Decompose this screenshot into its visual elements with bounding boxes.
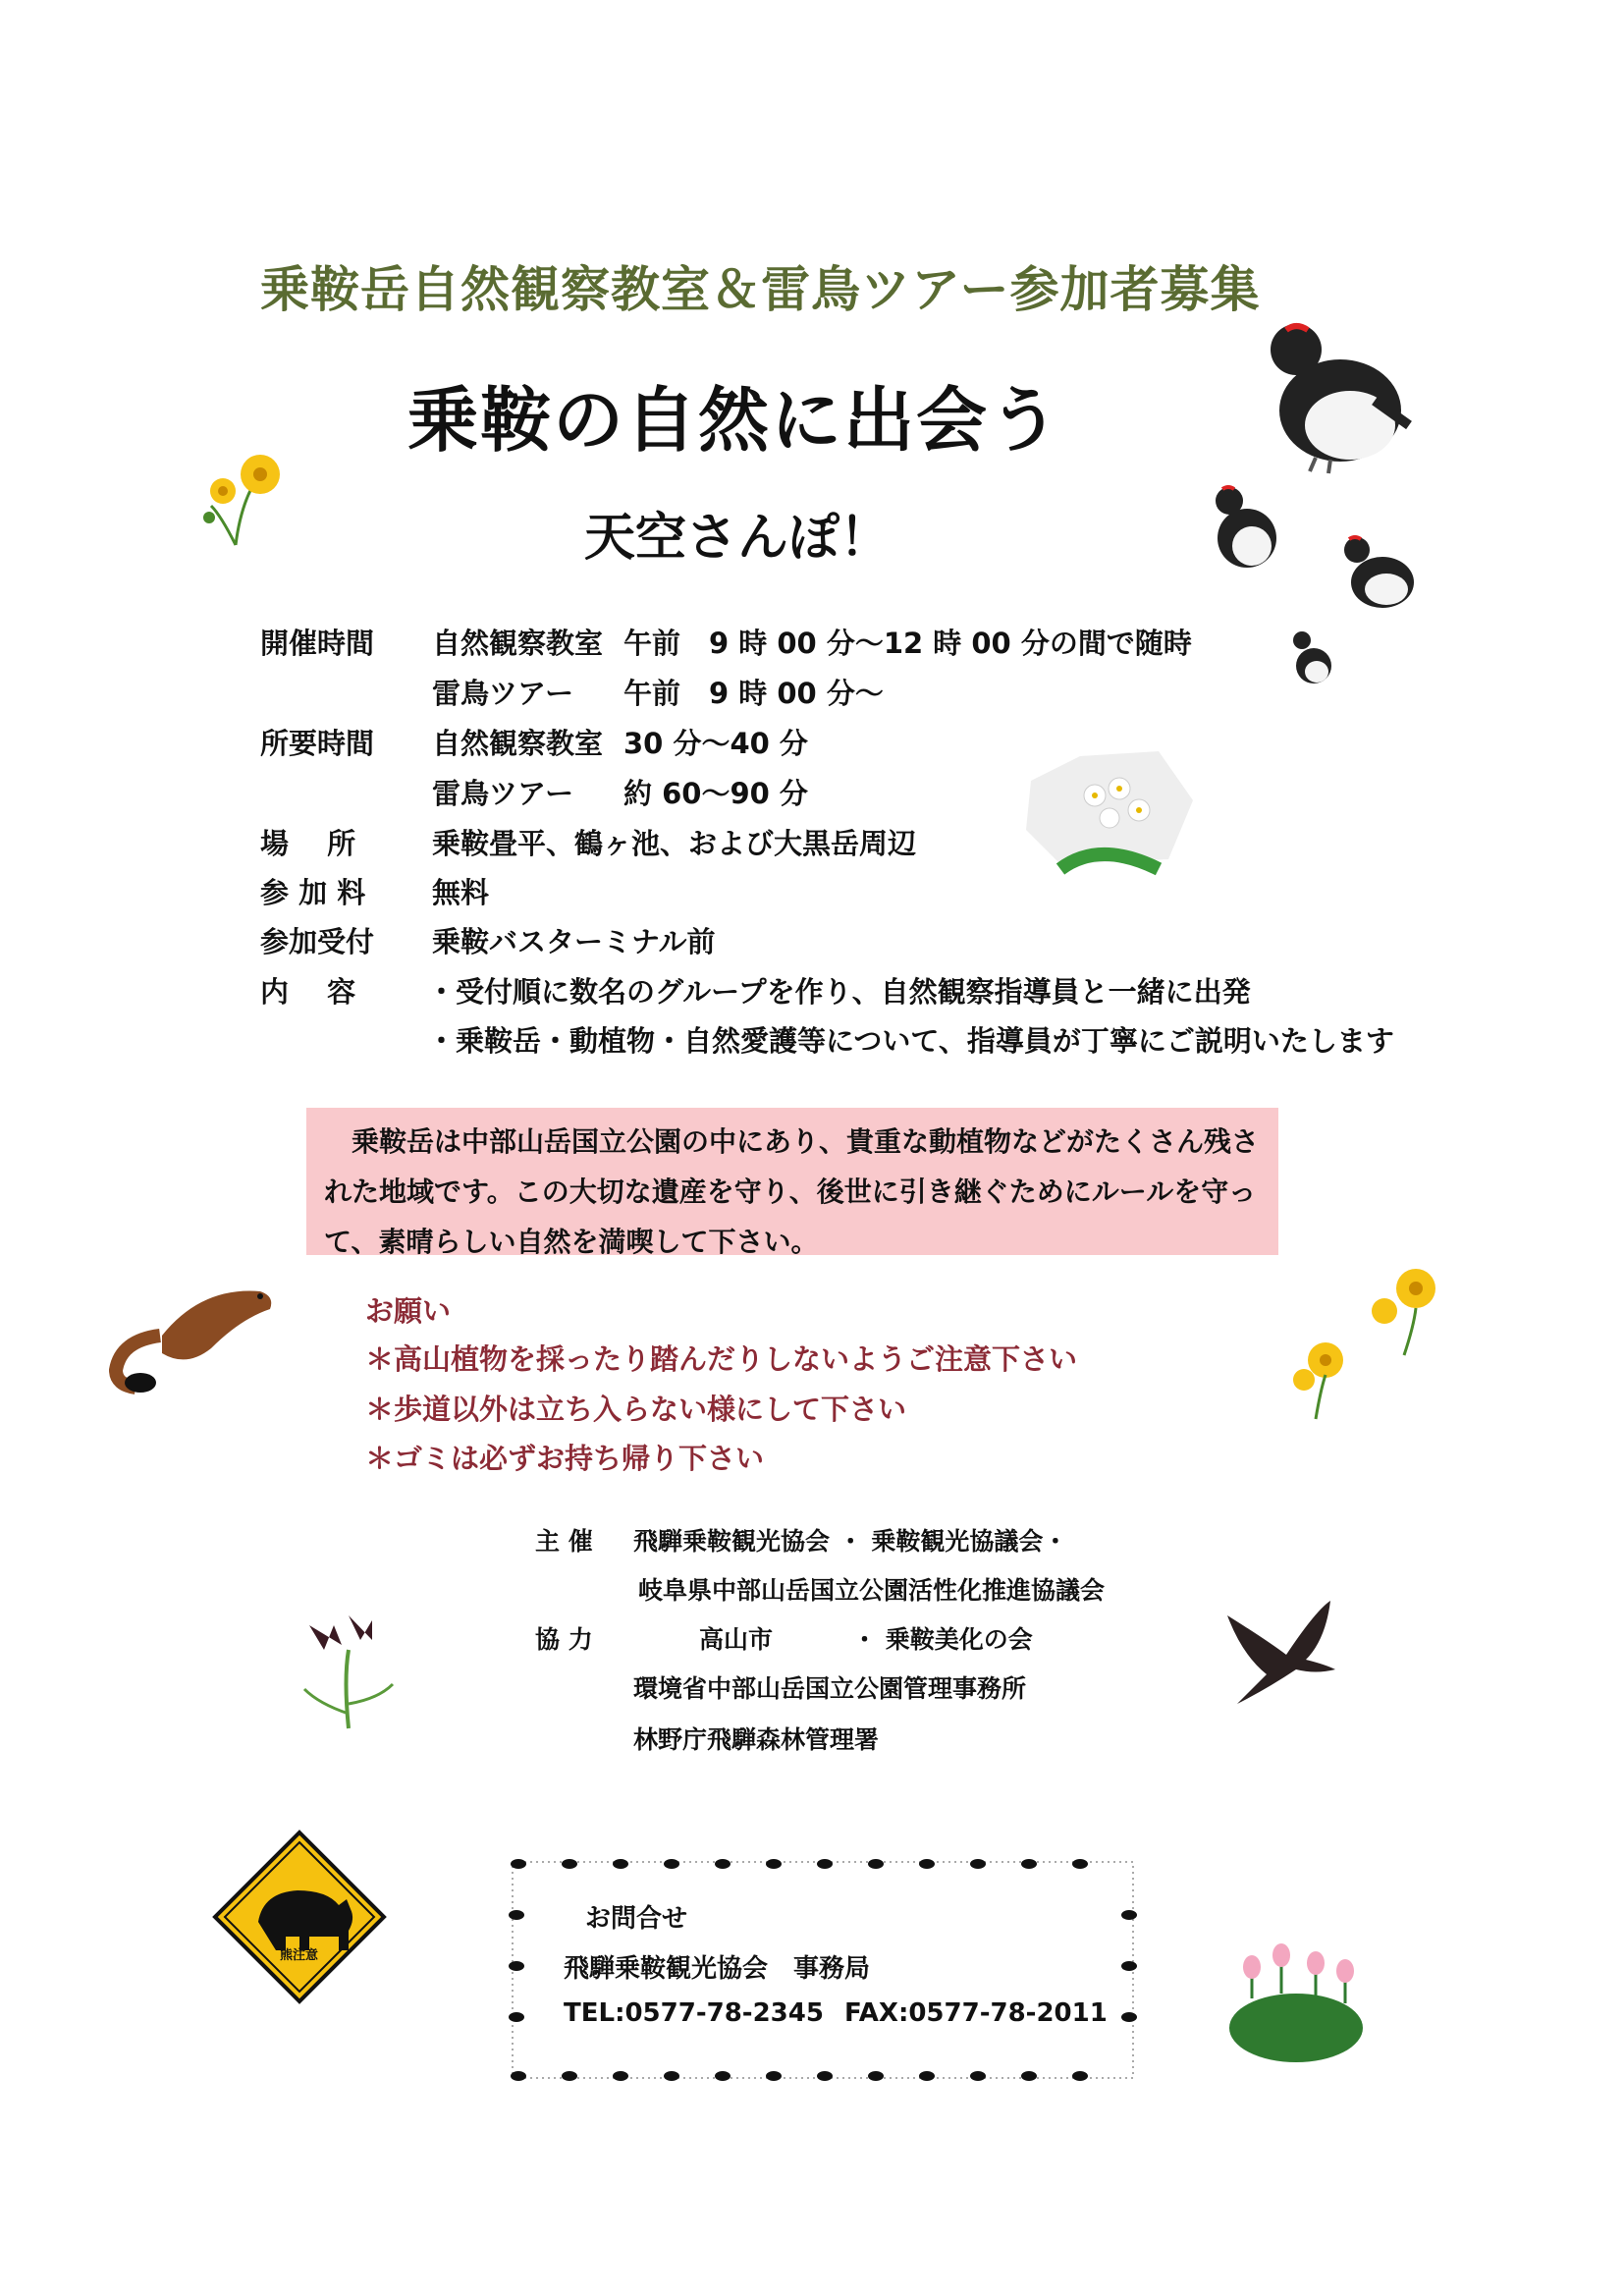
coop-line: 高山市 [699, 1625, 774, 1654]
yellow-flower-illustration [191, 447, 299, 555]
course-name: 雷鳥ツアー [432, 777, 574, 810]
ptarmigan-illustration [1288, 627, 1337, 690]
detail-value: 無料 [432, 876, 490, 909]
contact-tel: TEL:0577-78-2345 [564, 1998, 824, 2028]
ptarmigan-illustration [1335, 528, 1424, 617]
detail-value: 乗鞍バスターミナル前 [432, 925, 716, 958]
border-dot [511, 1859, 526, 1869]
bear-sign-label: 熊注意 [280, 1948, 319, 1963]
coop-line: 環境省中部山岳国立公園管理事務所 [633, 1674, 1027, 1703]
recruit-title: 乗鞍岳自然観察教室＆雷鳥ツアー参加者募集 [260, 261, 1261, 318]
coop-line: 林野庁飛騨森林管理署 [633, 1725, 880, 1754]
request-item: ＊高山植物を採ったり踏んだりしないようご注意下さい [365, 1342, 1078, 1376]
border-dot [562, 2071, 577, 2081]
border-dot [613, 2071, 628, 2081]
detail-value: 30 分～40 分 [623, 727, 808, 760]
border-dot [511, 2071, 526, 2081]
border-dot [1121, 1961, 1137, 1971]
host-line: 飛騨乗鞍観光協会 ・ 乗鞍観光協議会・ [633, 1527, 1068, 1556]
contact-title: お問合せ [585, 1904, 688, 1934]
detail-value: 乗鞍畳平、鶴ヶ池、および大黒岳周辺 [432, 827, 917, 860]
course-name: 雷鳥ツアー [432, 677, 574, 710]
border-dot [766, 1859, 782, 1869]
notice-text: 乗鞍岳は中部山岳国立公園の中にあり、貴重な動植物などがたくさん残された地域です。この大切な遺産を守り、後世に引き継ぐためにルールを守って、素晴らしい自然を満喫して下さい。 [324, 1125, 1260, 1258]
border-dot [509, 1961, 524, 1971]
border-dot [919, 2071, 935, 2081]
detail-label: 参 加 料 [260, 876, 366, 909]
lily-illustration [290, 1606, 407, 1733]
border-dot [919, 1859, 935, 1869]
request-item: ＊ゴミは必ずお持ち帰り下さい [365, 1442, 765, 1475]
coop-line: ・ 乗鞍美化の会 [852, 1625, 1033, 1654]
detail-value: 午前 9 時 00 分～ [623, 677, 884, 710]
sub-title: 天空さんぽ！ [584, 509, 892, 568]
border-dot [715, 2071, 731, 2081]
detail-label: 場 所 [260, 827, 356, 860]
border-dot [613, 1859, 628, 1869]
host-label: 主 催 [535, 1527, 593, 1556]
detail-value: ・受付順に数名のグループを作り、自然観察指導員と一緒に出発 [427, 975, 1251, 1009]
border-dot [1021, 2071, 1037, 2081]
detail-label: 内 容 [260, 975, 356, 1009]
border-dot [970, 1859, 986, 1869]
main-title: 乗鞍の自然に出会う [407, 379, 1062, 462]
border-dot [509, 2012, 524, 2022]
border-dot [970, 2071, 986, 2081]
ptarmigan-illustration [1208, 479, 1286, 577]
course-name: 自然観察教室 [432, 627, 604, 660]
detail-label: 開催時間 [260, 627, 375, 660]
border-dot [664, 2071, 679, 2081]
border-dot [562, 1859, 577, 1869]
border-dot [1121, 2012, 1137, 2022]
detail-value: 約 60～90 分 [623, 777, 808, 810]
border-dot [1021, 1859, 1037, 1869]
ptarmigan-illustration [1257, 312, 1414, 479]
detail-value: ・乗鞍岳・動植物・自然愛護等について、指導員が丁寧にご説明いたします [427, 1024, 1394, 1058]
host-line: 岐阜県中部山岳国立公園活性化推進協議会 [638, 1576, 1106, 1605]
request-item: ＊歩道以外は立ち入らない様にして下さい [365, 1393, 907, 1426]
bear-warning-sign [211, 1829, 388, 2005]
detail-value: 午前 9 時 00 分～12 時 00 分の間で随時 [623, 627, 1192, 660]
detail-label: 参加受付 [260, 925, 375, 958]
requests-title: お願い [365, 1294, 452, 1328]
contact-org: 飛騨乗鞍観光協会 事務局 [564, 1954, 871, 1984]
yellow-flower-illustration [1276, 1257, 1453, 1444]
border-dot [868, 2071, 884, 2081]
white-flower-illustration [1021, 741, 1198, 879]
border-dot [817, 1859, 833, 1869]
coop-label: 協 力 [535, 1625, 593, 1654]
border-dot [1072, 2071, 1088, 2081]
border-dot [509, 1910, 524, 1920]
border-dot [868, 1859, 884, 1869]
border-dot [1121, 1910, 1137, 1920]
pink-flower-illustration [1222, 1930, 1370, 2067]
border-dot [766, 2071, 782, 2081]
bird-illustration [1218, 1596, 1345, 1704]
detail-label: 所要時間 [260, 727, 375, 760]
contact-fax: FAX:0577-78-2011 [844, 1998, 1108, 2028]
border-dot [817, 2071, 833, 2081]
border-dot [664, 1859, 679, 1869]
course-name: 自然観察教室 [432, 727, 604, 760]
stoat-illustration [103, 1267, 280, 1399]
border-dot [1072, 1859, 1088, 1869]
border-dot [715, 1859, 731, 1869]
